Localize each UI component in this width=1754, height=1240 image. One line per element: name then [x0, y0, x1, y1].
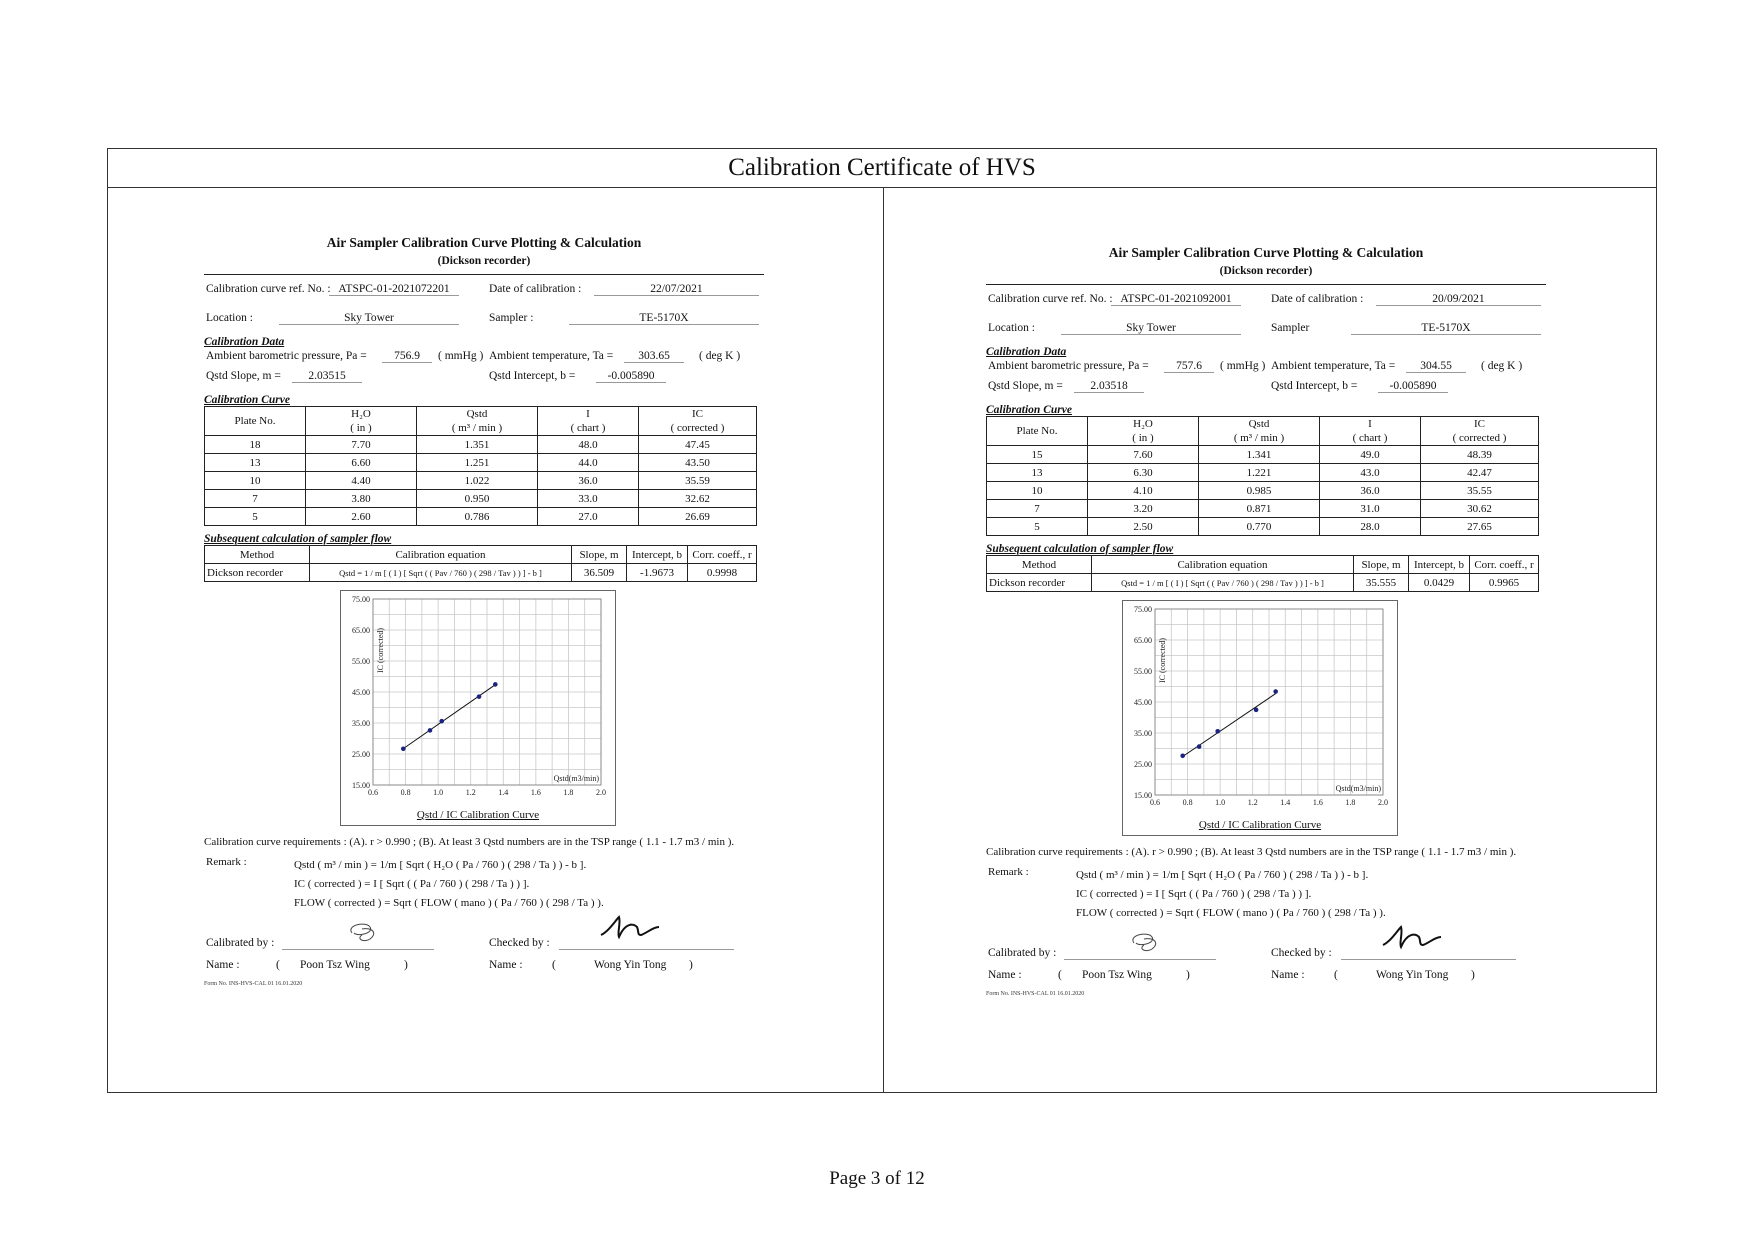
table-cell: 36.0 [1320, 482, 1421, 500]
checked-paren-close: ) [689, 959, 693, 971]
table-cell: 48.39 [1421, 446, 1539, 464]
calibration-panel-left [204, 235, 764, 987]
page-number: Page 3 of 12 [829, 1168, 925, 1189]
table-cell: 28.0 [1320, 518, 1421, 536]
table-cell: 35.55 [1421, 482, 1539, 500]
checked-name: Wong Yin Tong [594, 959, 667, 971]
pa-unit: ( mmHg ) [1220, 360, 1266, 372]
table-cell: 0.770 [1199, 518, 1320, 536]
flow-header-row [987, 556, 1539, 574]
table-cell: 6.30 [1088, 464, 1199, 482]
location-row [986, 322, 1546, 342]
flow-th-slope: Slope, m [572, 546, 627, 564]
table-cell: 27.65 [1421, 518, 1539, 536]
x-tick-label: 2.0 [1378, 798, 1388, 807]
table-cell: 44.0 [538, 454, 639, 472]
requirements-text: Calibration curve requirements : (A). r > 0.990 ; (B). At least 3 Qstd numbers are in the TSP range ( 1.1 - 1.7 m3 / min ). [986, 846, 1517, 858]
remark-block [204, 856, 764, 913]
flow-title: Subsequent calculation of sampler flow [204, 533, 392, 545]
table-cell: 35.59 [639, 472, 757, 490]
th-plate: Plate No. [205, 407, 306, 436]
table-cell: 49.0 [1320, 446, 1421, 464]
checked-by-label: Checked by : [1271, 947, 1332, 959]
table-cell: 5 [987, 518, 1088, 536]
requirements-text: Calibration curve requirements : (A). r > 0.990 ; (B). At least 3 Qstd numbers are in the TSP range ( 1.1 - 1.7 m3 / min ). [204, 836, 735, 848]
flow-th-intercept: Intercept, b [1409, 556, 1470, 574]
flow-corr: 0.9998 [688, 564, 757, 582]
checked-name: Wong Yin Tong [1376, 969, 1449, 981]
remark-label: Remark : [988, 866, 1029, 878]
table-cell: 5 [205, 508, 306, 526]
signature-image [597, 913, 677, 945]
table-cell: 18 [205, 436, 306, 454]
checked-name-label: Name : [1271, 969, 1305, 981]
remark-line-flow: FLOW ( corrected ) = Sqrt ( FLOW ( mano ) ( Pa / 760 ) ( 298 / Ta ) ). [1076, 907, 1386, 919]
calibrated-signature [282, 929, 434, 950]
ref-label: Calibration curve ref. No. : [206, 283, 331, 295]
intercept-value: -0.005890 [596, 370, 666, 383]
data-point [1180, 753, 1185, 758]
flow-th-method: Method [987, 556, 1092, 574]
slope-label: Qstd Slope, m = [988, 380, 1063, 392]
th-ic-unit: ( corrected ) [639, 421, 757, 436]
calibrated-by-label: Calibrated by : [988, 947, 1057, 959]
y-tick-label: 55.00 [1134, 667, 1152, 676]
flow-method: Dickson recorder [987, 574, 1092, 592]
y-tick-label: 55.00 [352, 657, 370, 666]
date-value: 22/07/2021 [594, 283, 759, 296]
calibration-data-title: Calibration Data [204, 336, 285, 348]
ta-label: Ambient temperature, Ta = [489, 350, 614, 362]
x-tick-label: 1.4 [1280, 798, 1291, 807]
calibrated-name: Poon Tsz Wing [1082, 969, 1152, 981]
data-point [1215, 729, 1220, 734]
flow-table [986, 555, 1539, 592]
x-tick-label: 1.4 [498, 788, 509, 797]
flow-th-intercept: Intercept, b [627, 546, 688, 564]
table-cell: 42.47 [1421, 464, 1539, 482]
th-h2o-unit: ( in ) [306, 421, 417, 436]
x-tick-label: 1.0 [1215, 798, 1226, 807]
panel-subheading: (Dickson recorder) [1219, 265, 1313, 277]
data-point [1273, 689, 1278, 694]
trend-line [403, 685, 495, 749]
table-row [205, 436, 757, 454]
slope-value: 2.03518 [1074, 380, 1144, 393]
x-tick-label: 1.2 [465, 788, 476, 797]
flow-table [204, 545, 757, 582]
table-cell: 0.950 [417, 490, 538, 508]
table-cell: 2.50 [1088, 518, 1199, 536]
th-qstd-unit: ( m³ / min ) [1199, 431, 1320, 446]
location-row [204, 312, 764, 332]
chart-title: Qstd / IC Calibration Curve [1198, 819, 1322, 831]
pa-value: 756.9 [382, 350, 432, 363]
table-cell: 1.221 [1199, 464, 1320, 482]
calibration-panel-right [986, 245, 1546, 997]
x-tick-label: 1.6 [530, 788, 541, 797]
th-h2o: H₂O [1088, 417, 1199, 432]
flow-intercept: -1.9673 [627, 564, 688, 582]
location-value: Sky Tower [1061, 322, 1241, 335]
table-cell: 0.985 [1199, 482, 1320, 500]
calibrated-name: Poon Tsz Wing [300, 959, 370, 971]
slope-value: 2.03515 [292, 370, 362, 383]
ta-label: Ambient temperature, Ta = [1271, 360, 1396, 372]
y-tick-label: 35.00 [1134, 729, 1152, 738]
pressure-row [986, 360, 1546, 380]
table-cell: 26.69 [639, 508, 757, 526]
x-tick-label: 0.6 [1150, 798, 1160, 807]
name-row [986, 969, 1546, 989]
flow-th-slope: Slope, m [1354, 556, 1409, 574]
table-cell: 3.80 [306, 490, 417, 508]
x-tick-label: 2.0 [596, 788, 606, 797]
date-value: 20/09/2021 [1376, 293, 1541, 306]
th-i-unit: ( chart ) [1320, 431, 1421, 446]
th-ic: IC [639, 407, 757, 422]
remark-line-flow: FLOW ( corrected ) = Sqrt ( FLOW ( mano ) ( Pa / 760 ) ( 298 / Ta ) ). [294, 897, 604, 909]
x-tick-label: 1.0 [433, 788, 444, 797]
table-cell: 1.022 [417, 472, 538, 490]
location-value: Sky Tower [279, 312, 459, 325]
y-tick-label: 65.00 [1134, 636, 1152, 645]
table-row [205, 454, 757, 472]
x-axis-label: Qstd(m3/min) [1335, 784, 1381, 793]
table-cell: 7.70 [306, 436, 417, 454]
checked-paren-close: ) [1471, 969, 1475, 981]
calibration-chart-svg [1123, 601, 1399, 837]
table-cell: 43.50 [639, 454, 757, 472]
slope-row [204, 370, 764, 390]
calibration-curve-title: Calibration Curve [986, 404, 1072, 416]
table-row [205, 508, 757, 526]
location-label: Location : [988, 322, 1035, 334]
th-plate: Plate No. [987, 417, 1088, 446]
ref-row [986, 293, 1546, 313]
ta-value: 304.55 [1406, 360, 1466, 373]
chart-area [204, 590, 764, 834]
flow-title: Subsequent calculation of sampler flow [986, 543, 1174, 555]
data-point [439, 719, 444, 724]
y-tick-label: 75.00 [352, 595, 370, 604]
calibrated-name-label: Name : [988, 969, 1022, 981]
pa-label: Ambient barometric pressure, Pa = [206, 350, 367, 362]
th-i: I [538, 407, 639, 422]
table-cell: 47.45 [639, 436, 757, 454]
form-number: Form No. INS-HVS-CAL 01 16.01.2020 [986, 991, 1085, 997]
ref-row [204, 283, 764, 303]
y-tick-label: 15.00 [352, 781, 370, 790]
th-h2o: H₂O [306, 407, 417, 422]
panel-subheading: (Dickson recorder) [437, 255, 531, 267]
x-tick-label: 1.6 [1312, 798, 1323, 807]
th-i: I [1320, 417, 1421, 432]
panel-heading: Air Sampler Calibration Curve Plotting & Calculation [1108, 245, 1424, 260]
th-h2o-unit: ( in ) [1088, 431, 1199, 446]
y-tick-label: 65.00 [352, 626, 370, 635]
flow-corr: 0.9965 [1470, 574, 1539, 592]
table-cell: 4.40 [306, 472, 417, 490]
y-tick-label: 45.00 [1134, 698, 1152, 707]
flow-slope: 35.555 [1354, 574, 1409, 592]
checked-paren-open: ( [552, 959, 556, 971]
slope-row [986, 380, 1546, 400]
table-row [987, 518, 1539, 536]
calibration-table [204, 406, 757, 526]
remark-lines [294, 856, 764, 913]
x-axis-label: Qstd(m3/min) [553, 774, 599, 783]
flow-th-equation: Calibration equation [310, 546, 572, 564]
signature-row [204, 929, 764, 955]
remark-label: Remark : [206, 856, 247, 868]
panel-heading: Air Sampler Calibration Curve Plotting & Calculation [326, 235, 642, 250]
x-tick-label: 1.8 [1345, 798, 1356, 807]
table-cell: 32.62 [639, 490, 757, 508]
date-label: Date of calibration : [1271, 293, 1364, 305]
ta-unit: ( deg K ) [1481, 360, 1523, 372]
table-cell: 10 [987, 482, 1088, 500]
th-qstd-unit: ( m³ / min ) [417, 421, 538, 436]
pa-unit: ( mmHg ) [438, 350, 484, 362]
data-point [477, 694, 482, 699]
x-tick-label: 1.2 [1247, 798, 1258, 807]
intercept-label: Qstd Intercept, b = [1271, 380, 1358, 392]
table-cell: 1.351 [417, 436, 538, 454]
calibrated-paren-open: ( [1058, 969, 1062, 981]
table-cell: 3.20 [1088, 500, 1199, 518]
y-tick-label: 45.00 [352, 688, 370, 697]
y-axis-label: IC (corrected) [376, 627, 385, 673]
ref-value: ATSPC-01-2021072201 [329, 283, 459, 296]
th-qstd: Qstd [417, 407, 538, 422]
signature-image [340, 921, 400, 945]
calibrated-paren-close: ) [404, 959, 408, 971]
y-tick-label: 35.00 [352, 719, 370, 728]
calibration-chart-svg [341, 591, 617, 827]
signature-image [1379, 923, 1459, 955]
chart-title: Qstd / IC Calibration Curve [416, 809, 540, 821]
remark-line-ic: IC ( corrected ) = I [ Sqrt ( ( Pa / 760 ) ( 298 / Ta ) ) ]. [294, 878, 530, 890]
remark-lines [1076, 866, 1546, 923]
chart-area [986, 600, 1546, 844]
checked-paren-open: ( [1334, 969, 1338, 981]
table-cell: 0.871 [1199, 500, 1320, 518]
calibration-table [986, 416, 1539, 536]
table-cell: 10 [205, 472, 306, 490]
certificate-title: Calibration Certificate of HVS [108, 149, 1656, 188]
calibration-chart [340, 590, 616, 826]
table-cell: 7.60 [1088, 446, 1199, 464]
flow-row [205, 564, 757, 582]
table-cell: 0.786 [417, 508, 538, 526]
table-cell: 13 [205, 454, 306, 472]
location-label: Location : [206, 312, 253, 324]
table-cell: 31.0 [1320, 500, 1421, 518]
remark-line-ic: IC ( corrected ) = I [ Sqrt ( ( Pa / 760 ) ( 298 / Ta ) ) ]. [1076, 888, 1312, 900]
table-row [987, 464, 1539, 482]
heading-rule [204, 274, 764, 275]
remark-line-qstd: Qstd ( m³ / min ) = 1/m [ Sqrt ( H₂O ( Pa / 760 ) ( 298 / Ta ) ) - b ]. [294, 859, 587, 871]
x-tick-label: 0.6 [368, 788, 378, 797]
data-point [1254, 708, 1259, 713]
y-axis-label: IC (corrected) [1158, 637, 1167, 683]
checked-signature [559, 929, 734, 950]
flow-th-corr: Corr. coeff., r [1470, 556, 1539, 574]
table-cell: 15 [987, 446, 1088, 464]
ref-label: Calibration curve ref. No. : [988, 293, 1113, 305]
calibrated-by-label: Calibrated by : [206, 937, 275, 949]
flow-intercept: 0.0429 [1409, 574, 1470, 592]
th-qstd: Qstd [1199, 417, 1320, 432]
table-cell: 6.60 [306, 454, 417, 472]
sampler-value: TE-5170X [1351, 322, 1541, 335]
slope-label: Qstd Slope, m = [206, 370, 281, 382]
date-label: Date of calibration : [489, 283, 582, 295]
calibration-data-title: Calibration Data [986, 346, 1067, 358]
flow-th-corr: Corr. coeff., r [688, 546, 757, 564]
sampler-label: Sampler : [489, 312, 534, 324]
flow-header-row [205, 546, 757, 564]
form-number: Form No. INS-HVS-CAL 01 16.01.2020 [204, 981, 303, 987]
checked-signature [1341, 939, 1516, 960]
flow-method: Dickson recorder [205, 564, 310, 582]
y-tick-label: 15.00 [1134, 791, 1152, 800]
checked-name-label: Name : [489, 959, 523, 971]
ta-value: 303.65 [624, 350, 684, 363]
table-cell: 30.62 [1421, 500, 1539, 518]
table-cell: 27.0 [538, 508, 639, 526]
sampler-value: TE-5170X [569, 312, 759, 325]
data-point [493, 682, 498, 687]
remark-line-qstd: Qstd ( m³ / min ) = 1/m [ Sqrt ( H₂O ( Pa / 760 ) ( 298 / Ta ) ) - b ]. [1076, 869, 1369, 881]
ref-value: ATSPC-01-2021092001 [1111, 293, 1241, 306]
table-row [987, 482, 1539, 500]
intercept-value: -0.005890 [1378, 380, 1448, 393]
table-cell: 1.341 [1199, 446, 1320, 464]
table-row [987, 446, 1539, 464]
table-cell: 4.10 [1088, 482, 1199, 500]
table-row [205, 490, 757, 508]
table-header-row [987, 417, 1539, 432]
table-cell: 7 [205, 490, 306, 508]
x-tick-label: 0.8 [400, 788, 411, 797]
pressure-row [204, 350, 764, 370]
table-cell: 1.251 [417, 454, 538, 472]
remark-block [986, 866, 1546, 923]
data-point [401, 746, 406, 751]
table-cell: 13 [987, 464, 1088, 482]
calibration-chart [1122, 600, 1398, 836]
table-row [987, 500, 1539, 518]
heading-rule [986, 284, 1546, 285]
calibrated-signature [1064, 939, 1216, 960]
x-tick-label: 0.8 [1182, 798, 1193, 807]
y-tick-label: 25.00 [352, 750, 370, 759]
th-ic: IC [1421, 417, 1539, 432]
y-tick-label: 75.00 [1134, 605, 1152, 614]
flow-slope: 36.509 [572, 564, 627, 582]
panel-divider [883, 187, 884, 1092]
table-cell: 7 [987, 500, 1088, 518]
pa-label: Ambient barometric pressure, Pa = [988, 360, 1149, 372]
signature-row [986, 939, 1546, 965]
th-ic-unit: ( corrected ) [1421, 431, 1539, 446]
table-cell: 2.60 [306, 508, 417, 526]
flow-th-equation: Calibration equation [1092, 556, 1354, 574]
table-cell: 43.0 [1320, 464, 1421, 482]
flow-row [987, 574, 1539, 592]
pa-value: 757.6 [1164, 360, 1214, 373]
intercept-label: Qstd Intercept, b = [489, 370, 576, 382]
table-cell: 48.0 [538, 436, 639, 454]
table-header-row [205, 407, 757, 422]
name-row [204, 959, 764, 979]
data-point [1197, 744, 1202, 749]
table-row [205, 472, 757, 490]
calibration-curve-title: Calibration Curve [204, 394, 290, 406]
checked-by-label: Checked by : [489, 937, 550, 949]
calibrated-name-label: Name : [206, 959, 240, 971]
table-cell: 33.0 [538, 490, 639, 508]
x-tick-label: 1.8 [563, 788, 574, 797]
calibrated-paren-close: ) [1186, 969, 1190, 981]
flow-equation: Qstd = 1 / m [ ( I ) [ Sqrt ( ( Pav / 760 ) ( 298 / Tav ) ) ] - b ] [310, 564, 572, 582]
data-point [428, 728, 433, 733]
flow-equation: Qstd = 1 / m [ ( I ) [ Sqrt ( ( Pav / 760 ) ( 298 / Tav ) ) ] - b ] [1092, 574, 1354, 592]
ta-unit: ( deg K ) [699, 350, 741, 362]
sampler-label: Sampler [1271, 322, 1310, 334]
flow-th-method: Method [205, 546, 310, 564]
table-cell: 36.0 [538, 472, 639, 490]
trend-line [1183, 694, 1276, 757]
y-tick-label: 25.00 [1134, 760, 1152, 769]
signature-image [1122, 931, 1182, 955]
calibrated-paren-open: ( [276, 959, 280, 971]
th-i-unit: ( chart ) [538, 421, 639, 436]
